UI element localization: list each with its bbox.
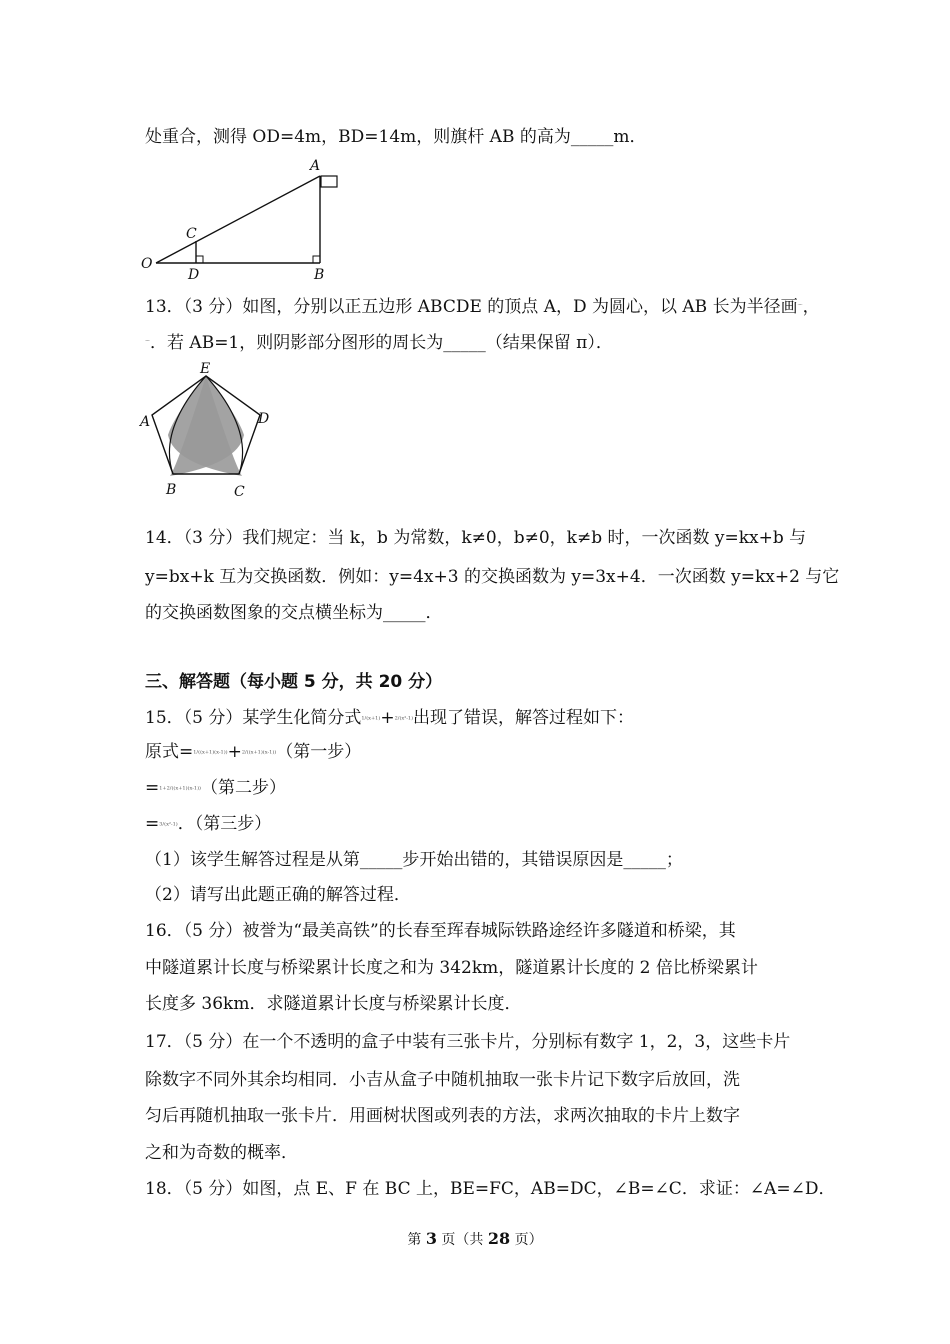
section3-title: 三、解答题（每小题 5 分，共 20 分） — [145, 672, 443, 692]
q17-line2: 除数字不同外其余均相同．小吉从盒子中随机抽取一张卡片记下数字后放回，洗 — [145, 1070, 740, 1090]
label-b2: B — [166, 482, 177, 498]
q18-line1: 18．（5 分）如图，点 E、F 在 BC 上，BE=FC，AB=DC，∠B=∠C．求证：∠A=∠D． — [145, 1179, 836, 1199]
q17-line4: 之和为奇数的概率． — [145, 1143, 298, 1163]
pentagon-figure — [138, 360, 283, 505]
label-d2: D — [258, 411, 270, 427]
label-a: A — [310, 158, 321, 174]
right-angle-d — [196, 256, 203, 263]
q14-line2: y=bx+k 互为交换函数．例如：y=4x+3 的交换函数为 y=3x+4．一次函数 y=kx+2 与它 — [145, 567, 840, 587]
arc-ce-symbol: ⌒ — [145, 340, 151, 347]
step1-fraction-2: 2/((x+1)(x-1)) — [241, 749, 277, 756]
label-b: B — [314, 267, 325, 283]
page-total: 28 — [487, 1229, 511, 1248]
q15-line1: 15．（5 分）某学生化简分式1/(x+1)+2/(x²-1)出现了错误，解答过程如下： — [145, 708, 635, 728]
label-c: C — [186, 226, 197, 242]
flag-box — [321, 176, 337, 187]
q13-line1: 13．（3 分）如图，分别以正五边形 ABCDE 的顶点 A，D 为圆心，以 AB 长为半径画⌒， — [145, 297, 820, 317]
step1-fraction-1: 1/((x+1)(x-1)) — [193, 749, 228, 756]
q16-line1: 16．（5 分）被誉为“最美高铁”的长春至珲春城际铁路途经许多隧道和桥梁，其 — [145, 921, 736, 941]
step3-fraction: 3/(x²-1) — [159, 821, 178, 828]
q13-line2: ⌒．若 AB=1，则阴影部分图形的周长为_____（结果保留 π）． — [145, 333, 613, 353]
q14-line1: 14．（3 分）我们规定：当 k，b 为常数，k≠0，b≠0，k≠b 时，一次函数 y=kx+b 与 — [145, 528, 807, 548]
label-o: O — [141, 256, 153, 272]
q15-step3: =3/(x²-1)．（第三步） — [145, 814, 272, 834]
fraction-2: 2/(x²-1) — [394, 715, 414, 722]
q16-line2: 中隧道累计长度与桥梁累计长度之和为 342km，隧道累计长度的 2 倍比桥梁累计 — [145, 958, 758, 978]
q15-step1: 原式=1/((x+1)(x-1))+2/((x+1)(x-1))（第一步） — [145, 742, 362, 762]
label-c2: C — [234, 484, 245, 500]
page-footer: 第 3 页（共 28 页） — [407, 1229, 543, 1248]
q15-sub1: （1）该学生解答过程是从第_____步开始出错的，其错误原因是_____； — [145, 850, 683, 870]
flagpole-figure — [138, 152, 348, 284]
label-e: E — [200, 361, 211, 377]
label-a2: A — [140, 414, 151, 430]
label-d: D — [188, 267, 200, 283]
sight-line — [156, 176, 320, 263]
right-angle-b — [313, 256, 320, 263]
q15-step2: =1+2/((x+1)(x-1))（第二步） — [145, 778, 286, 798]
q17-line3: 匀后再随机抽取一张卡片．用画树状图或列表的方法，求两次抽取的卡片上数字 — [145, 1106, 740, 1126]
q14-line3: 的交换函数图象的交点横坐标为_____． — [145, 603, 443, 623]
q17-line1: 17．（5 分）在一个不透明的盒子中装有三张卡片，分别标有数字 1，2，3，这些卡片 — [145, 1032, 791, 1052]
q12-text: 处重合，测得 OD=4m，BD=14m，则旗杆 AB 的高为_____m． — [145, 127, 647, 147]
fraction-1: 1/(x+1) — [361, 715, 381, 722]
q15-sub2: （2）请写出此题正确的解答过程． — [145, 885, 411, 905]
page-number: 3 — [425, 1229, 437, 1248]
step2-fraction: 1+2/((x+1)(x-1)) — [159, 785, 201, 792]
arc-ae-symbol: ⌒ — [797, 304, 803, 311]
q16-line3: 长度多 36km．求隧道累计长度与桥梁累计长度． — [145, 994, 522, 1014]
